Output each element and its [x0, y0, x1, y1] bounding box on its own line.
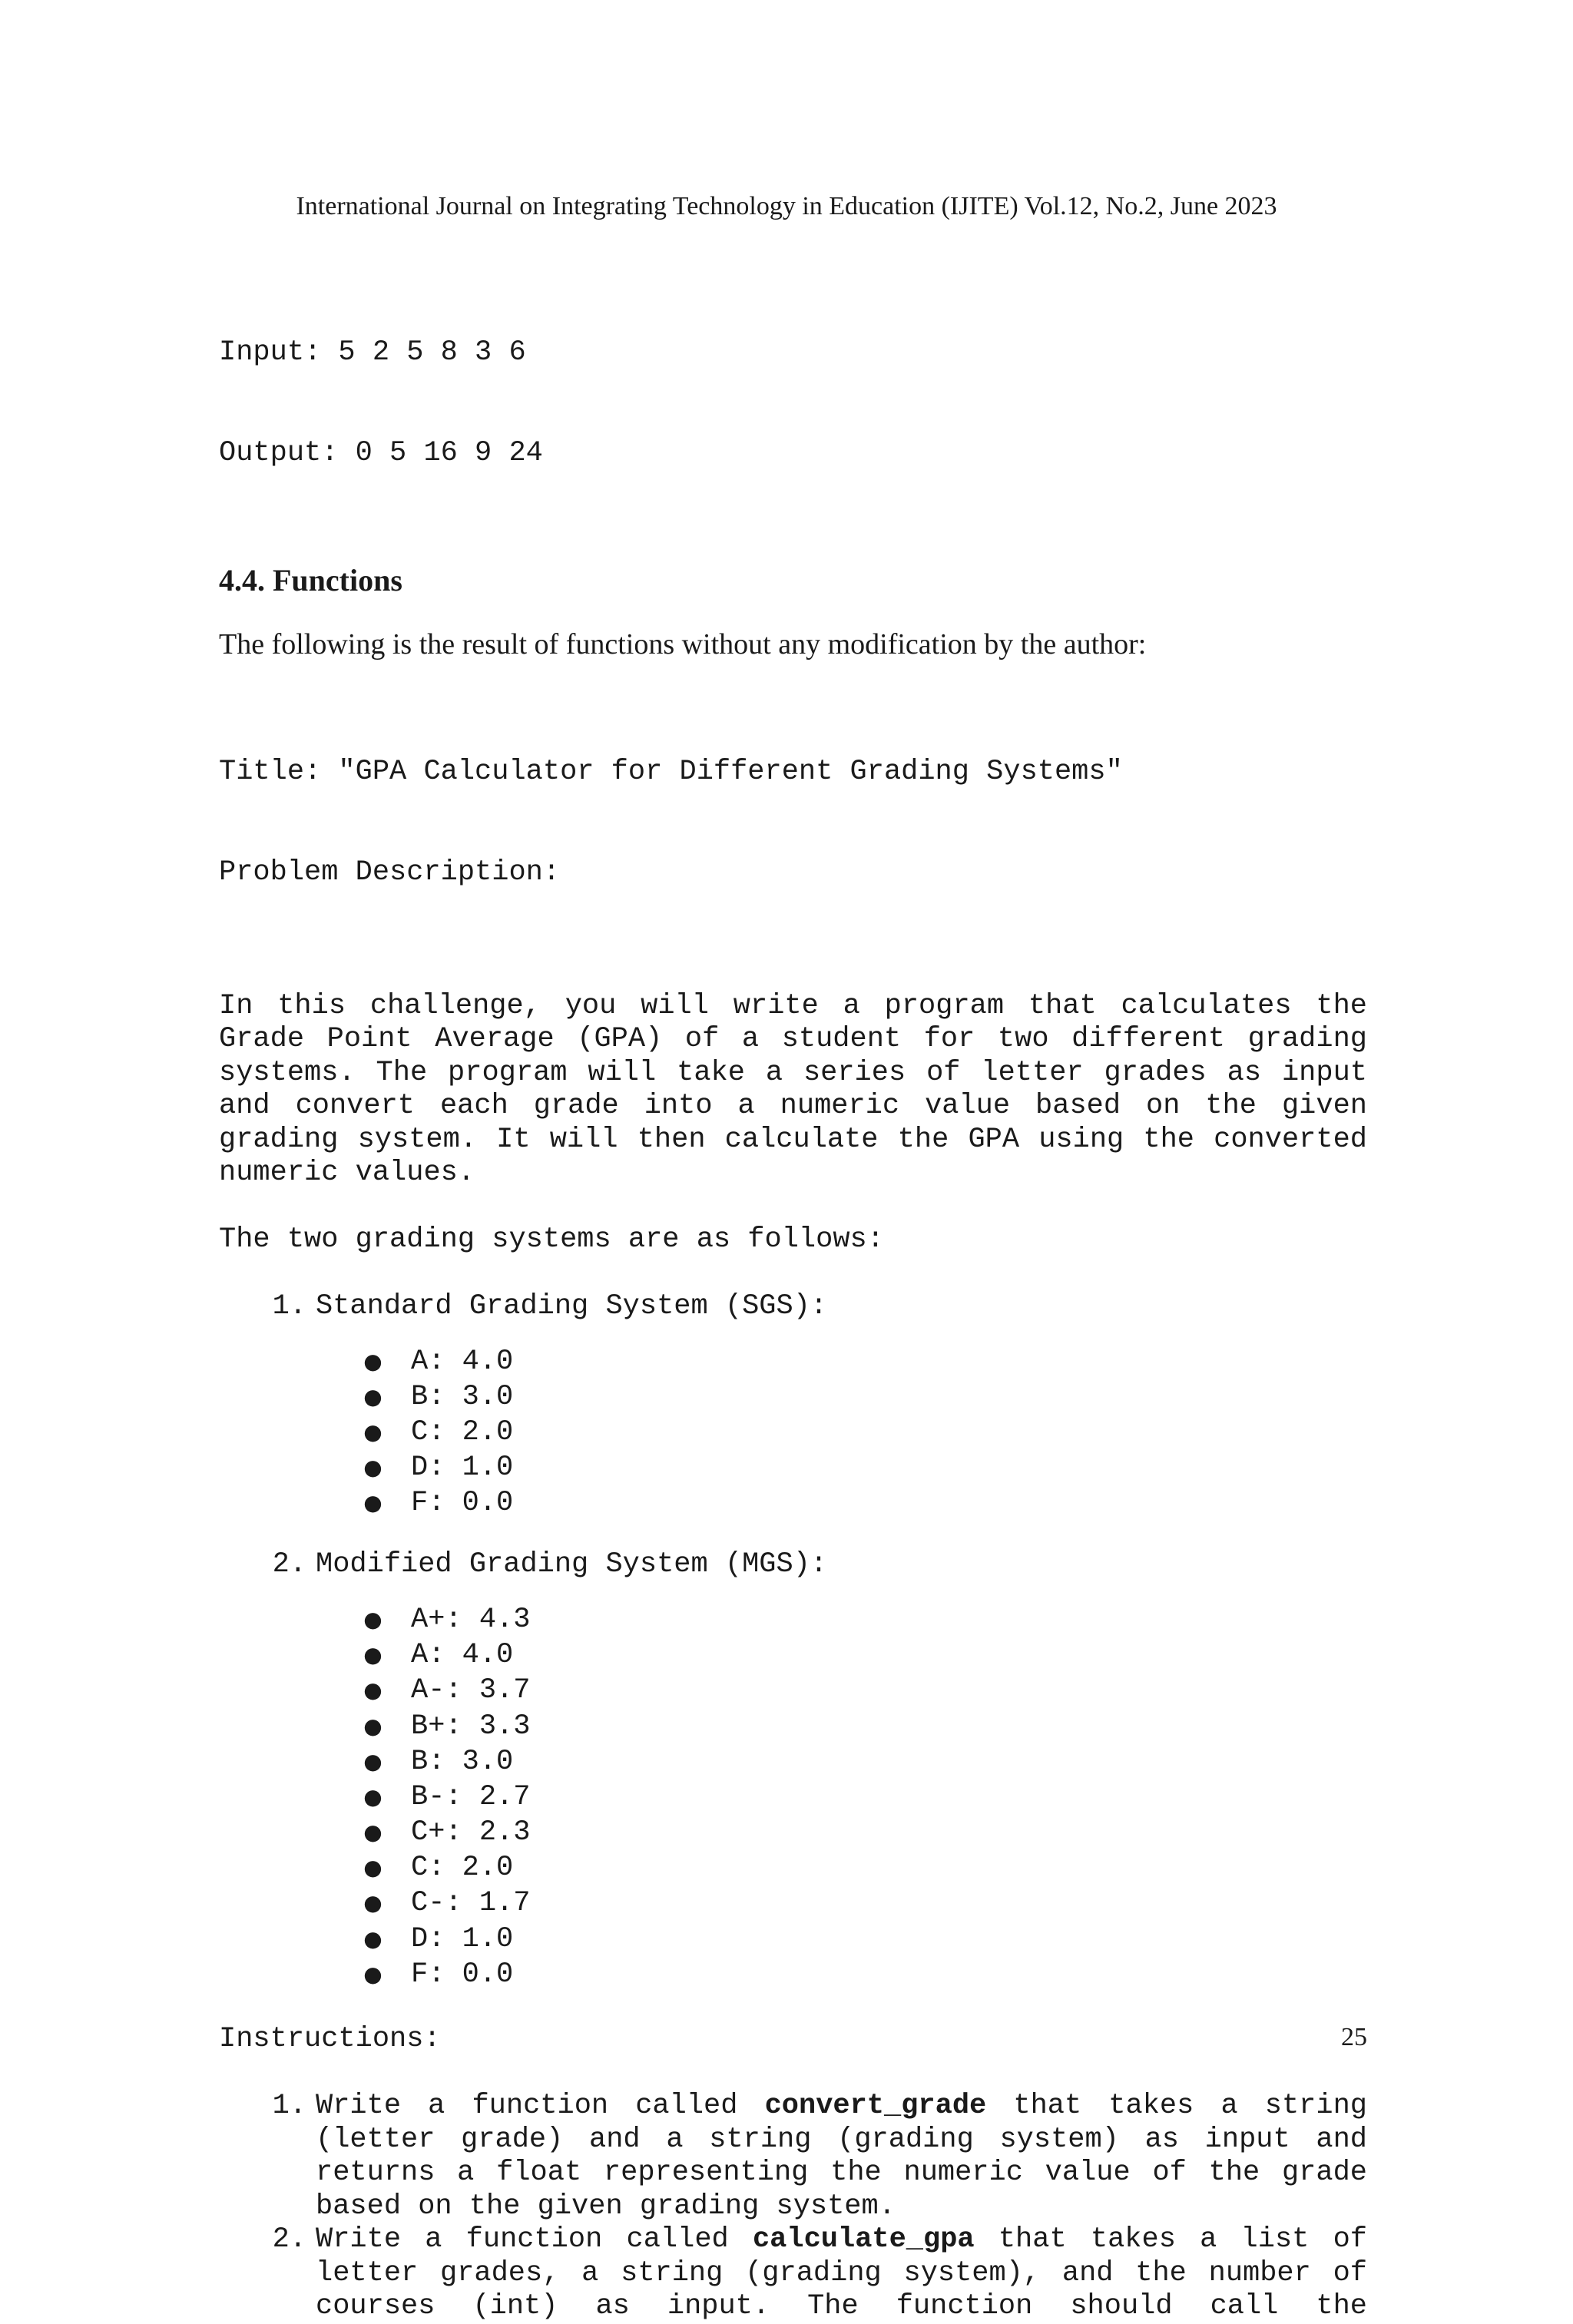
grade-value: D: 1.0: [411, 1452, 514, 1485]
list-item: [219, 1850, 1367, 1885]
bullet-icon: ●: [363, 1677, 382, 1703]
function-name: calculate_gpa: [752, 2223, 975, 2256]
list-item: [219, 1637, 1367, 1673]
grade-value: B: 3.0: [411, 1380, 514, 1413]
bullet-icon: ●: [363, 1419, 382, 1445]
section-heading: 4.4. Functions: [219, 563, 402, 598]
instruction-text: [316, 2223, 1367, 2324]
instructions-label: Instructions:: [219, 2023, 441, 2055]
bullet-icon: ●: [363, 1748, 382, 1774]
mgs-grade-list: [219, 1602, 1367, 1992]
running-header: International Journal on Integrating Technology in Education (IJITE) Vol.12, No.2, June 2023: [296, 192, 1277, 220]
grading-system-sgs: [219, 1290, 1367, 1324]
problem-title: Title: "GPA Calculator for Different Grading Systems": [219, 756, 1123, 788]
grading-system-name: Standard Grading System (SGS):: [316, 1290, 828, 1323]
page-number: 25: [1341, 2023, 1367, 2051]
bullet-icon: ●: [363, 1642, 382, 1668]
problem-title-block: [219, 689, 1367, 956]
problem-description-label: Problem Description:: [219, 856, 561, 889]
grading-system-name: Modified Grading System (MGS):: [316, 1548, 828, 1581]
bullet-icon: ●: [363, 1606, 382, 1632]
bullet-icon: ●: [363, 1819, 382, 1846]
grade-value: F: 0.0: [411, 1958, 514, 1991]
example-io-block: [219, 270, 1367, 537]
grade-value: D: 1.0: [411, 1922, 514, 1955]
list-item: [219, 1673, 1367, 1708]
bullet-icon: ●: [363, 1855, 382, 1881]
grade-value: A-: 3.7: [411, 1674, 531, 1707]
list-number: 2.: [272, 1548, 306, 1581]
grading-systems-intro: The two grading systems are as follows:: [219, 1223, 884, 1256]
grading-system-mgs: [219, 1548, 1367, 1582]
list-item: [219, 1744, 1367, 1779]
page-content: [219, 270, 1367, 2324]
bullet-icon: ●: [363, 1925, 382, 1952]
bullet-icon: ●: [363, 1961, 382, 1987]
list-item: [219, 1602, 1367, 1637]
bullet-icon: ●: [363, 1383, 382, 1409]
function-name: convert_grade: [764, 2090, 987, 2122]
instruction-prefix: Write a function called: [316, 2223, 753, 2256]
instruction-prefix: Write a function called: [316, 2090, 765, 2122]
list-item: [219, 1779, 1367, 1815]
list-item: [219, 1379, 1367, 1415]
grade-value: B: 3.0: [411, 1745, 514, 1778]
grade-value: C: 2.0: [411, 1415, 514, 1448]
list-item: [219, 1344, 1367, 1379]
instruction-text: [316, 2090, 1367, 2223]
bullet-icon: ●: [363, 1890, 382, 1916]
grade-value: A: 4.0: [411, 1345, 514, 1378]
instruction-item: [219, 2223, 1367, 2324]
section-intro: The following is the result of functions without any modification by the author:: [219, 628, 1147, 660]
sgs-grade-list: [219, 1344, 1367, 1521]
list-item: [219, 1450, 1367, 1485]
example-input-line: Input: 5 2 5 8 3 6: [219, 336, 526, 369]
grade-value: C: 2.0: [411, 1852, 514, 1885]
grade-value: F: 0.0: [411, 1487, 514, 1520]
problem-description: In this challenge, you will write a program that calculates the Grade Point Average (GPA) of a student for two different grading systems. The program will take a series of letter grades as input and convert each grade into a numeric value based on the given grading system. It will then calculate the GPA using the converted numeric values.: [219, 989, 1367, 1189]
bullet-icon: ●: [363, 1713, 382, 1739]
grade-value: C+: 2.3: [411, 1816, 531, 1849]
grade-value: B+: 3.3: [411, 1710, 531, 1743]
grade-value: A: 4.0: [411, 1639, 514, 1672]
instruction-suffix: that takes a string (letter grade) and a string (grading system) as input and returns a float representing the numeric value of the grade based on the given grading system.: [316, 2090, 1367, 2223]
list-item: [219, 1885, 1367, 1921]
list-number: 1.: [272, 2090, 306, 2122]
instruction-suffix: that takes a list of letter grades, a string (grading system), and the number of courses (int) as input. The function should call the: [316, 2223, 1367, 2322]
instruction-item: [219, 2090, 1367, 2223]
list-item: [219, 1415, 1367, 1450]
bullet-icon: ●: [363, 1348, 382, 1374]
bullet-icon: ●: [363, 1455, 382, 1481]
grade-value: B-: 2.7: [411, 1780, 531, 1813]
list-number: 2.: [272, 2223, 306, 2256]
example-output-line: Output: 0 5 16 9 24: [219, 436, 543, 469]
bullet-icon: ●: [363, 1490, 382, 1516]
grade-value: A+: 4.3: [411, 1603, 531, 1636]
list-item: [219, 1957, 1367, 1992]
list-item: [219, 1709, 1367, 1744]
list-item: [219, 1815, 1367, 1850]
list-number: 1.: [272, 1290, 306, 1323]
list-item: [219, 1922, 1367, 1957]
bullet-icon: ●: [363, 1783, 382, 1809]
grade-value: C-: 1.7: [411, 1887, 531, 1920]
list-item: [219, 1485, 1367, 1521]
